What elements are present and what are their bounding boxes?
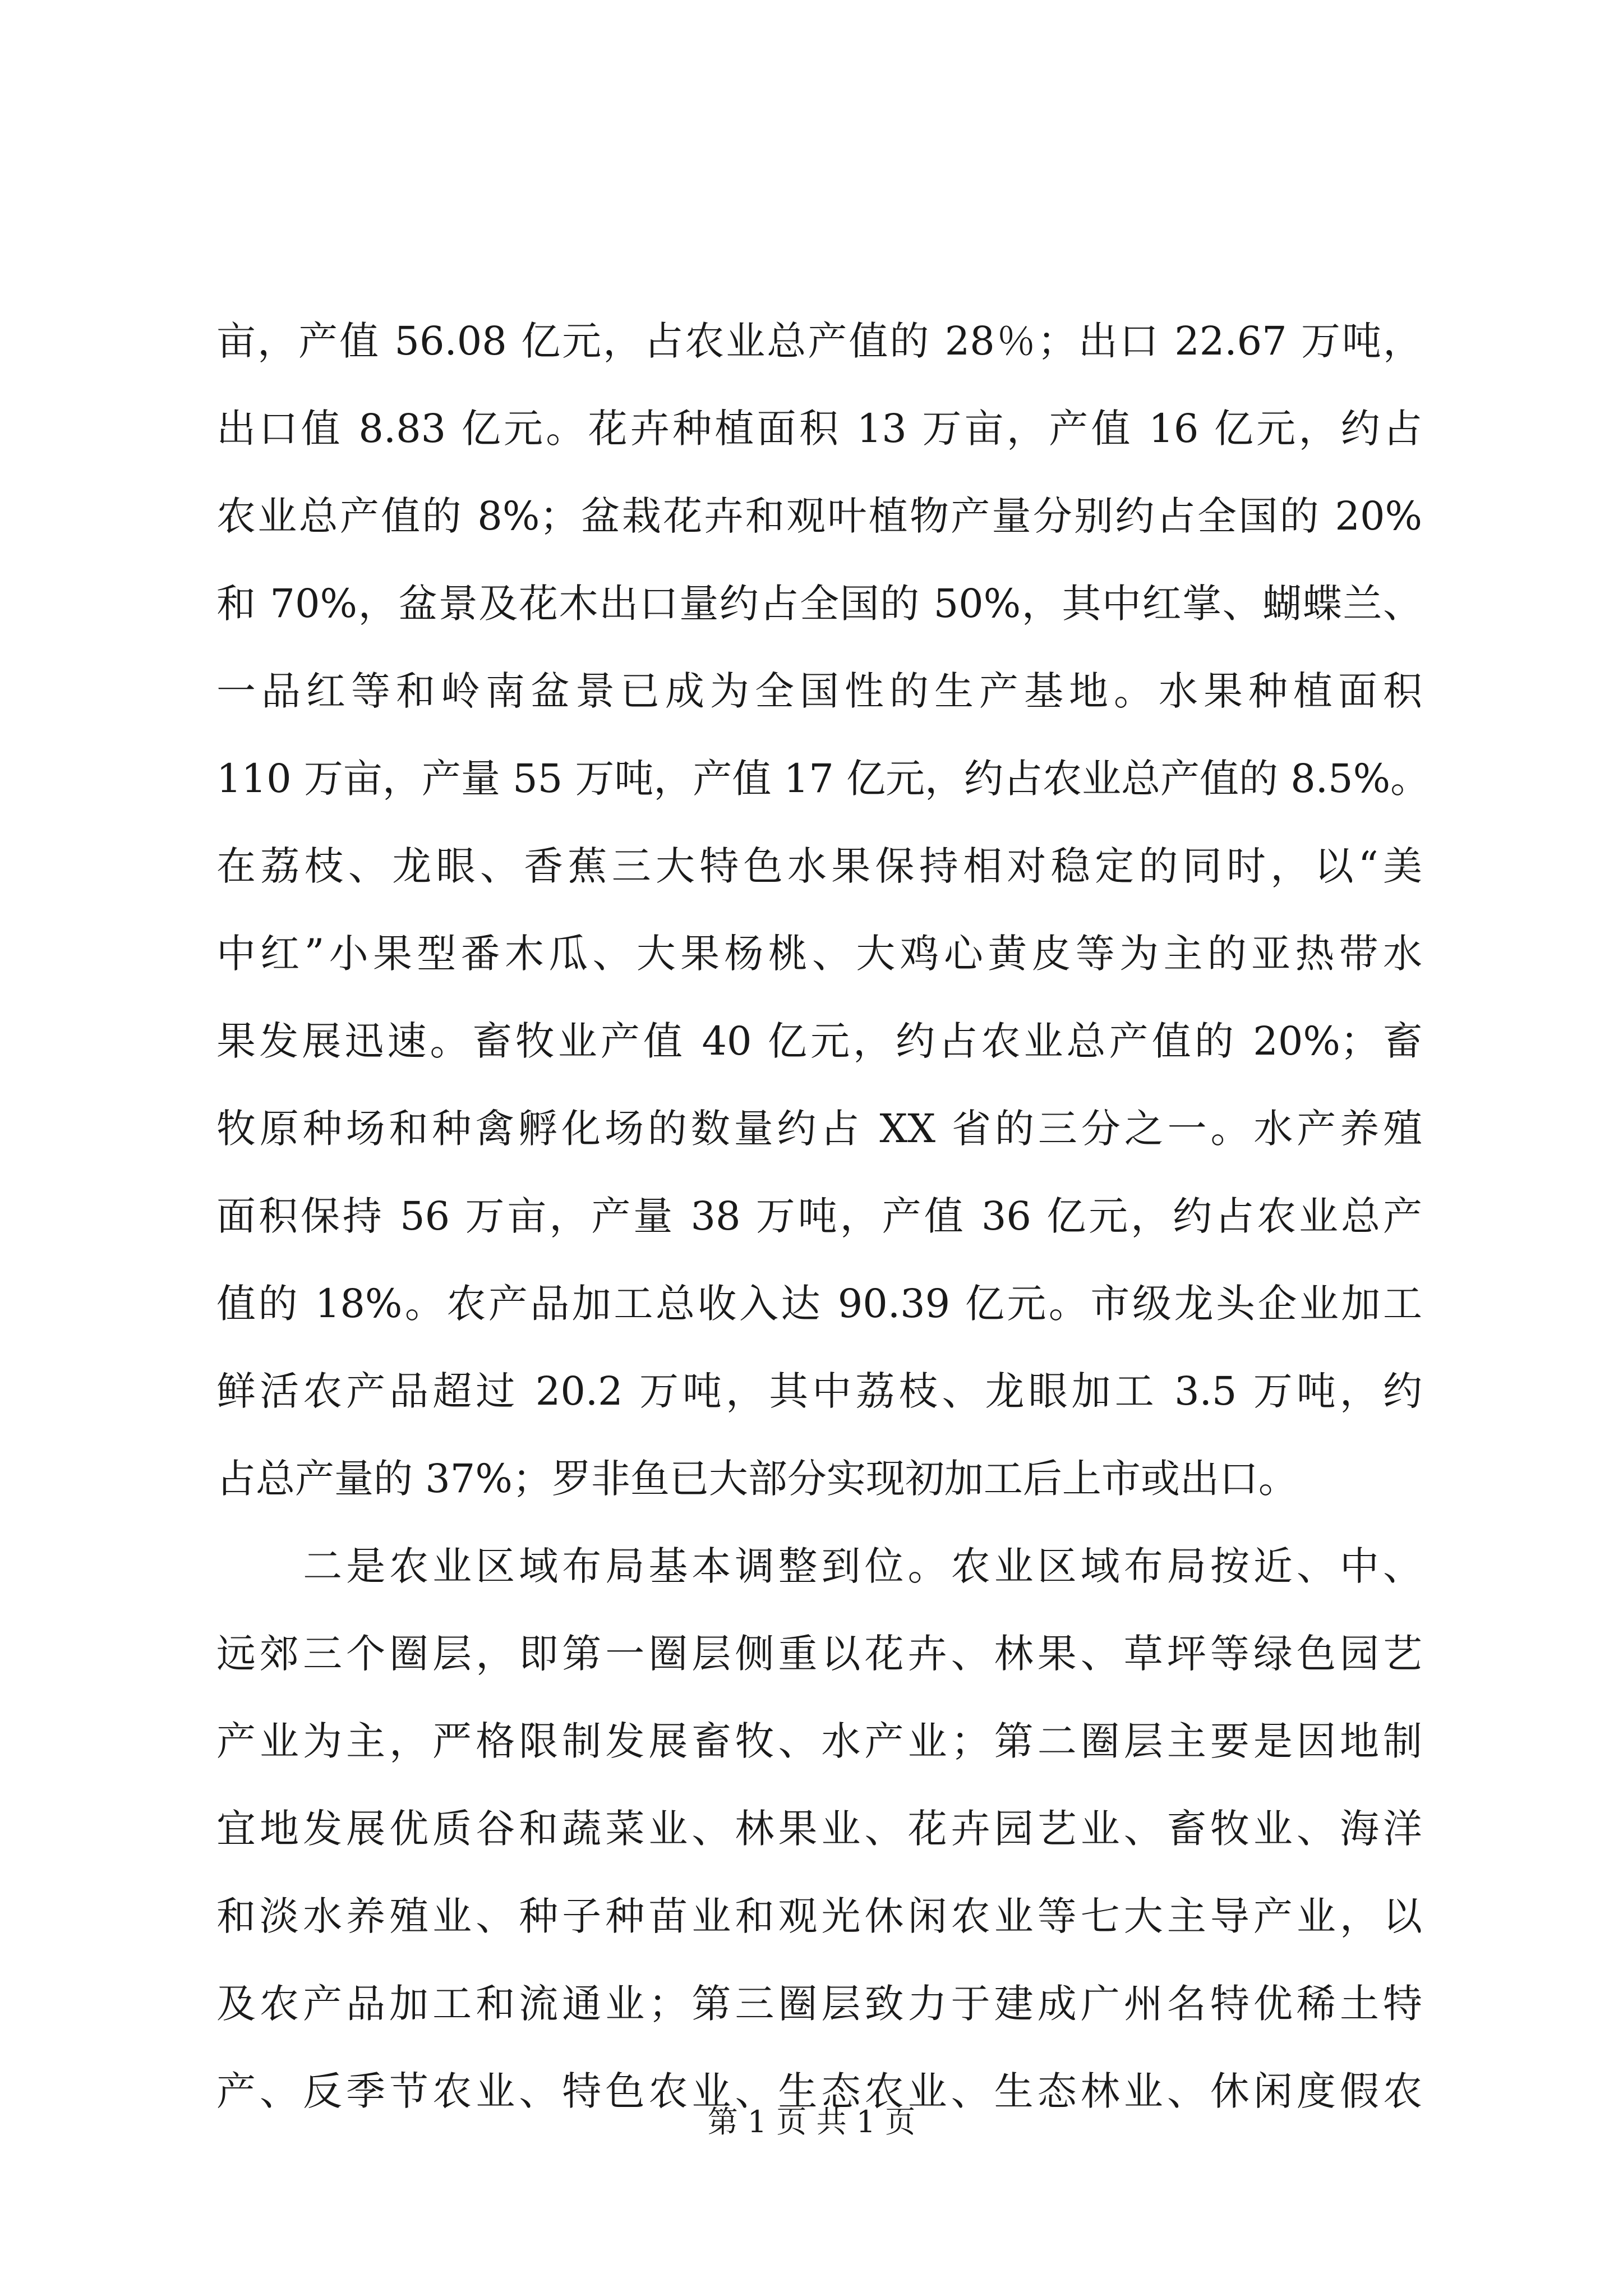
text-line: 出口值 8.83 亿元。花卉种植面积 13 万亩，产值 16 亿元，约占	[216, 406, 1422, 452]
text-line: 产、反季节农业、特色农业、生态农业、生态林业、休闲度假农	[216, 2068, 1422, 2114]
text-line: 中红”小果型番木瓜、大果杨桃、大鸡心黄皮等为主的亚热带水	[216, 931, 1422, 977]
text-line: 远郊三个圈层，即第一圈层侧重以花卉、林果、草坪等绿色园艺	[216, 1631, 1422, 1677]
text-line: 产业为主，严格限制发展畜牧、水产业；第二圈层主要是因地制	[216, 1718, 1422, 1764]
text-line: 和淡水养殖业、种子种苗业和观光休闲农业等七大主导产业，以	[216, 1893, 1422, 1939]
text-line: 亩，产值 56.08 亿元，占农业总产值的 28％；出口 22.67 万吨，	[216, 318, 1422, 364]
text-line: 果发展迅速。畜牧业产值 40 亿元，约占农业总产值的 20%；畜	[216, 1018, 1422, 1064]
text-line: 及农产品加工和流通业；第三圈层致力于建成广州名特优稀土特	[216, 1981, 1422, 2027]
text-line: 值的 18%。农产品加工总收入达 90.39 亿元。市级龙头企业加工	[216, 1281, 1422, 1327]
text-line: 和 70%，盆景及花木出口量约占全国的 50%，其中红掌、蝴蝶兰、	[216, 581, 1422, 627]
text-line: 面积保持 56 万亩，产量 38 万吨，产值 36 亿元，约占农业总产	[216, 1193, 1422, 1239]
text-line: 二是农业区域布局基本调整到位。农业区域布局按近、中、	[216, 1543, 1422, 1589]
text-line: 一品红等和岭南盆景已成为全国性的生产基地。水果种植面积	[216, 668, 1422, 714]
text-line: 农业总产值的 8%；盆栽花卉和观叶植物产量分别约占全国的 20%	[216, 493, 1422, 539]
text-line: 占总产量的 37%；罗非鱼已大部分实现初加工后上市或出口。	[216, 1456, 1298, 1502]
body-text	[216, 297, 1430, 2135]
page-footer: 第 1 页 共 1 页	[707, 2104, 916, 2139]
text-line: 110 万亩，产量 55 万吨，产值 17 亿元，约占农业总产值的 8.5%。	[216, 756, 1430, 802]
text-line: 在荔枝、龙眼、香蕉三大特色水果保持相对稳定的同时，以“美	[216, 843, 1422, 889]
text-line: 宜地发展优质谷和蔬菜业、林果业、花卉园艺业、畜牧业、海洋	[216, 1806, 1422, 1852]
text-line: 牧原种场和种禽孵化场的数量约占 XX 省的三分之一。水产养殖	[216, 1106, 1422, 1152]
text-line: 鲜活农产品超过 20.2 万吨，其中荔枝、龙眼加工 3.5 万吨，约	[216, 1368, 1422, 1414]
